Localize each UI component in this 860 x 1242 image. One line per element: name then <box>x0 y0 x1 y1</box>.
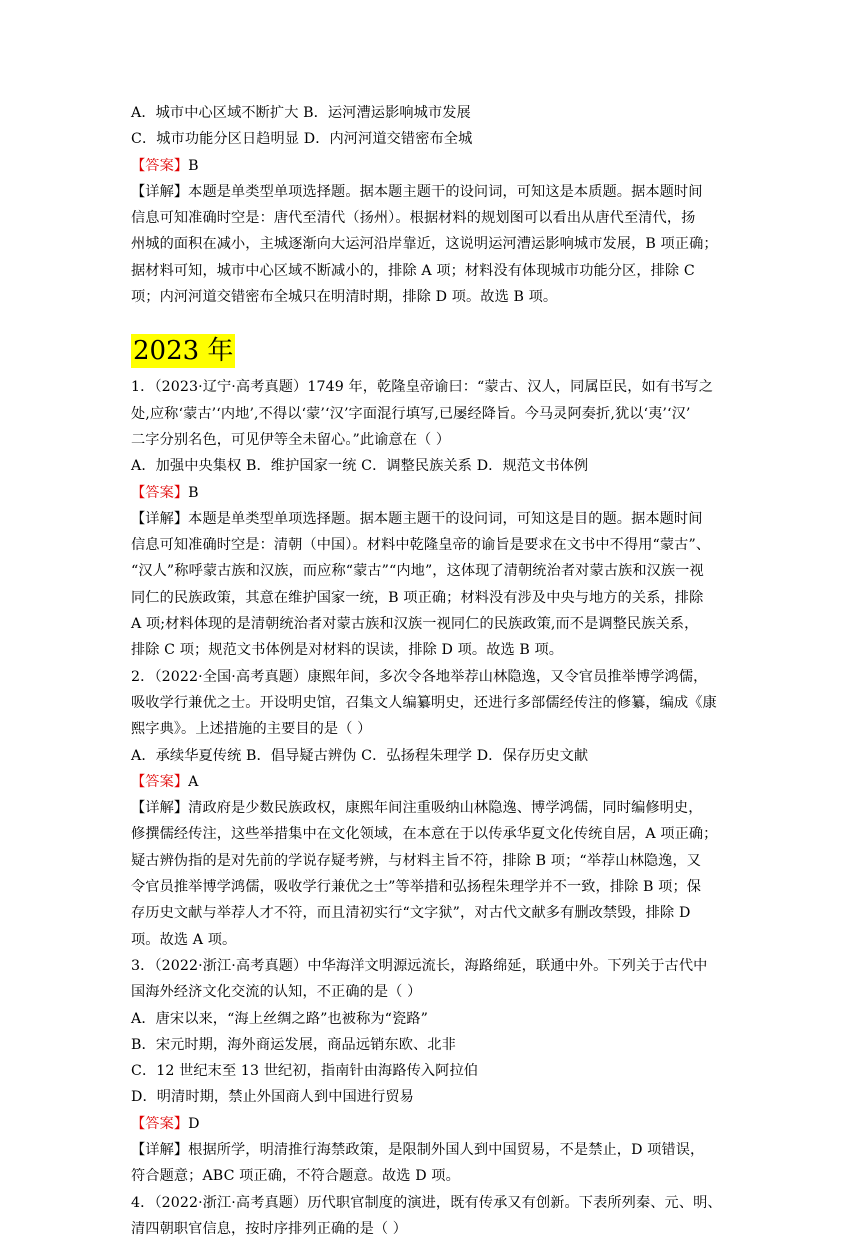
question-stem: 1．（2023·辽宁·高考真题）1749 年，乾隆皇帝谕曰：“蒙古、汉人，同属臣民，如有书写之 <box>131 379 713 396</box>
year-heading-wrap <box>131 334 739 370</box>
answer-tag: 【答案】 <box>131 484 189 501</box>
question-stem: 4．（2022·浙江·高考真题）历代职官制度的演进，既有传承又有创新。下表所列秦、元、明、 <box>131 1194 722 1211</box>
explanation-line: 【详解】根据所学，明清推行海禁政策，是限制外国人到中国贸易，不是禁止，D 项错误， <box>131 1141 705 1158</box>
question-stem: 处,应称‘蒙古’‘内地’,不得以‘蒙’‘汉’字面混行填写,已屡经降旨。今马灵阿奏折,犹以‘夷’‘汉’ <box>131 405 691 422</box>
explanation-line: 排除 C 项；规范文书体例是对材料的误读，排除 D 项。故选 B 项。 <box>131 642 564 659</box>
answer-line <box>131 480 739 506</box>
answer-value: B <box>188 157 199 174</box>
question-stem: 二字分别名色，可见伊等全未留心。”此谕意在（ ） <box>131 431 451 448</box>
explanation-line: 疑古辨伪指的是对先前的学说存疑考辨，与材料主旨不符，排除 B 项；“举荐山林隐逸，又 <box>131 852 702 869</box>
document-page <box>131 100 739 1242</box>
explanation-line: 修撰儒经传注，这些举措集中在文化领域，在本意在于以传承华夏文化传统自居，A 项正确； <box>131 826 718 843</box>
answer-line <box>131 769 739 795</box>
explanation-line: 信息可知准确时空是：清朝（中国）。材料中乾隆皇帝的谕旨是要求在文书中不得用“蒙古”、 <box>131 537 711 554</box>
question-stem: 国海外经济文化交流的认知，不正确的是（ ） <box>131 984 422 1001</box>
question-stem: 2．（2022·全国·高考真题）康熙年间，多次令各地举荐山林隐逸，又令官员推举博学鸿儒， <box>131 668 708 685</box>
question-option: C．12 世纪末至 13 世纪初，指南针由海路传入阿拉伯 <box>131 1063 479 1080</box>
question-option: D．明清时期，禁止外国商人到中国进行贸易 <box>131 1089 414 1106</box>
question-options: A．加强中央集权 B．维护国家一统 C．调整民族关系 D．规范文书体例 <box>131 458 589 475</box>
question-options: C．城市功能分区日趋明显 D．内河河道交错密布全城 <box>131 131 473 148</box>
answer-value: D <box>188 1115 200 1132</box>
question-stem: 吸收学行兼优之士。开设明史馆，召集文人编纂明史，还进行多部儒经传注的修纂，编成《康 <box>131 694 717 711</box>
answer-tag: 【答案】 <box>131 773 189 790</box>
year-heading: 2023 年 <box>133 336 234 367</box>
explanation-line: 令官员推举博学鸿儒，吸收学行兼优之士”等举措和弘扬程朱理学并不一致，排除 B 项；保 <box>131 879 702 896</box>
explanation-line: 项。故选 A 项。 <box>131 931 237 948</box>
question-option: A．唐宋以来，“海上丝绸之路”也被称为“瓷路” <box>131 1010 428 1027</box>
answer-value: B <box>188 484 199 501</box>
explanation-line: “汉人”称呼蒙古族和汉族，而应称“蒙古”“内地”，这体现了清朝统治者对蒙古族和汉族一视 <box>131 563 704 580</box>
answer-line <box>131 1111 739 1137</box>
answer-tag: 【答案】 <box>131 1115 189 1132</box>
explanation-line: A 项;材料体现的是清朝统治者对蒙古族和汉族一视同仁的民族政策,而不是调整民族关系， <box>131 616 699 633</box>
explanation-line: 符合题意；ABC 项正确，不符合题意。故选 D 项。 <box>131 1168 460 1185</box>
answer-line <box>131 153 739 179</box>
answer-value: A <box>188 773 199 790</box>
question-stem: 3．（2022·浙江·高考真题）中华海洋文明源远流长，海路绵延，联通中外。下列关于古代中 <box>131 957 708 974</box>
explanation-line: 项；内河河道交错密布全城只在明清时期，排除 D 项。故选 B 项。 <box>131 289 558 306</box>
question-options: A．承续华夏传统 B．倡导疑古辨伪 C．弘扬程朱理学 D．保存历史文献 <box>131 747 589 764</box>
question-stem: 清四朝职官信息，按时序排列正确的是（ ） <box>131 1220 408 1237</box>
explanation-line: 据材料可知，城市中心区域不断减小的，排除 A 项；材料没有体现城市功能分区，排除 C <box>131 262 695 279</box>
explanation-line: 同仁的民族政策，其意在维护国家一统，B 项正确；材料没有涉及中央与地方的关系，排除 <box>131 589 704 606</box>
explanation-line: 【详解】本题是单类型单项选择题。据本题主题干的设问词，可知这是本质题。据本题时间 <box>131 183 703 200</box>
question-options: A．城市中心区域不断扩大 B．运河漕运影响城市发展 <box>131 105 471 121</box>
explanation-line: 州城的面积在减小，主城逐渐向大运河沿岸靠近，这说明运河漕运影响城市发展，B 项正确； <box>131 236 718 253</box>
explanation-line: 【详解】本题是单类型单项选择题。据本题主题干的设问词，可知这是目的题。据本题时间 <box>131 510 703 527</box>
explanation-line: 信息可知准确时空是：唐代至清代（扬州）。根据材料的规划图可以看出从唐代至清代，扬 <box>131 210 696 227</box>
question-option: B．宋元时期，海外商运发展，商品远销东欧、北非 <box>131 1036 456 1053</box>
question-stem: 熙字典》。上述措施的主要目的是（ ） <box>131 721 372 738</box>
explanation-line: 【详解】清政府是少数民族政权，康熙年间注重吸纳山林隐逸、博学鸿儒，同时编修明史， <box>131 800 703 817</box>
explanation-line: 存历史文献与举荐人才不符，而且清初实行“文字狱”，对古代文献多有删改禁毁，排除 D <box>131 905 691 922</box>
answer-tag: 【答案】 <box>131 157 189 174</box>
